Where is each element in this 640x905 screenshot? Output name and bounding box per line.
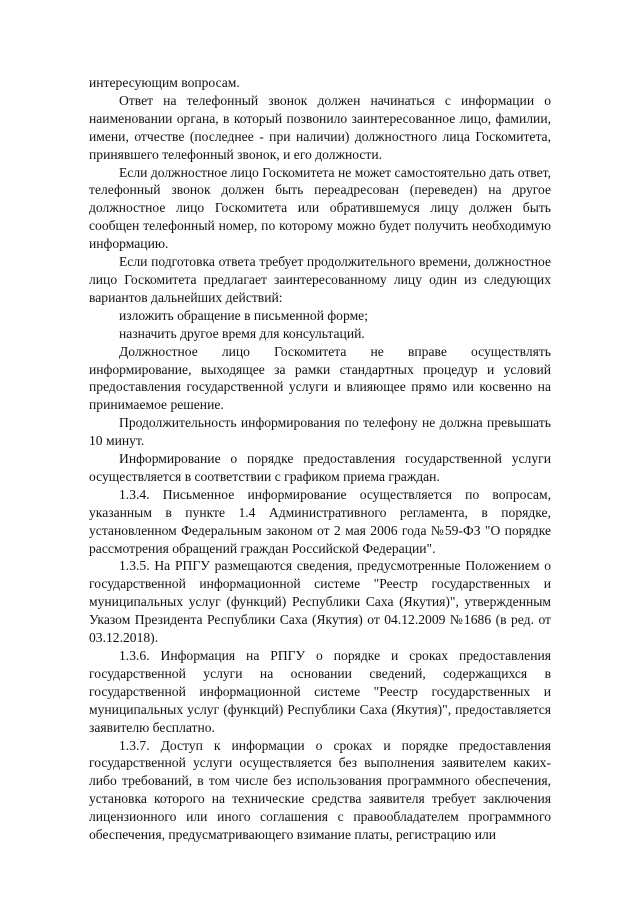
paragraph-3: Если подготовка ответа требует продолжительного времени, должностное лицо Госкомитета предлагает заинтересованному лицу один из следующих вариантов дальнейших действий: <box>89 254 551 305</box>
paragraph-8: Информирование о порядке предоставления государственной услуги осуществляется в соответствии с графиком приема граждан. <box>89 451 551 484</box>
paragraph-11: 1.3.6. Информация на РПГУ о порядке и сроках предоставления государственной услуги на основании сведений, содержащихся в государственной информационной системе "Реестр государственных и муниципальных услуг (функций) Республики Саха (Якутия)", предоставляется заявителю бесплатно. <box>89 648 551 735</box>
paragraph-6: Должностное лицо Госкомитета не вправе осуществлять информирование, выходящее за рамки стандартных процедур и условий предоставления государственной услуги и влияющее прямо или косвенно на принимаемое решение. <box>89 343 551 413</box>
paragraph-5: назначить другое время для консультаций. <box>119 325 365 341</box>
paragraph-0: интересующим вопросам. <box>89 75 240 90</box>
paragraph-9: 1.3.4. Письменное информирование осуществляется по вопросам, указанным в пункте 1.4 Административного регламента, в порядке, установленном Федеральным законом от 2 мая 2006 года №59-ФЗ "О порядке рассмотрения обращений граждан Российской Федерации". <box>89 486 551 556</box>
paragraph-2: Если должностное лицо Госкомитета не может самостоятельно дать ответ, телефонный звонок должен быть переадресован (переведен) на другое должностное лицо Госкомитета или обратившемуся лицу должен быть сообщен телефонный номер, по которому можно будет получить необходимую информацию. <box>89 164 551 252</box>
document-page <box>89 74 551 844</box>
paragraph-4: изложить обращение в письменной форме; <box>119 307 368 323</box>
paragraph-1: Ответ на телефонный звонок должен начинаться с информации о наименовании органа, в который позвонило заинтересованное лицо, фамилии, имени, отчестве (последнее - при наличии) должностного лица Госкомитета, принявшего телефонный звонок, и его должности. <box>89 92 551 162</box>
paragraph-7: Продолжительность информирования по телефону не должна превышать 10 минут. <box>89 415 551 449</box>
paragraph-10: 1.3.5. На РПГУ размещаются сведения, предусмотренные Положением о государственной информационной системе "Реестр государственных и муниципальных услуг (функций) Республики Саха (Якутия)", утвержденным Указом Президента Республики Саха (Якутия) от 04.12.2009 №1686 (в ред. от 03.12.2018). <box>89 558 551 646</box>
paragraph-12: 1.3.7. Доступ к информации о сроках и порядке предоставления государственной услуги осуществляется без выполнения заявителем каких-либо требований, в том числе без использования программного обеспечения, установка которого на технические средства заявителя требует заключения лицензионного или иного соглашения с правообладателем программного обеспечения, предусматривающего взимание платы, регистрацию или <box>89 737 551 843</box>
